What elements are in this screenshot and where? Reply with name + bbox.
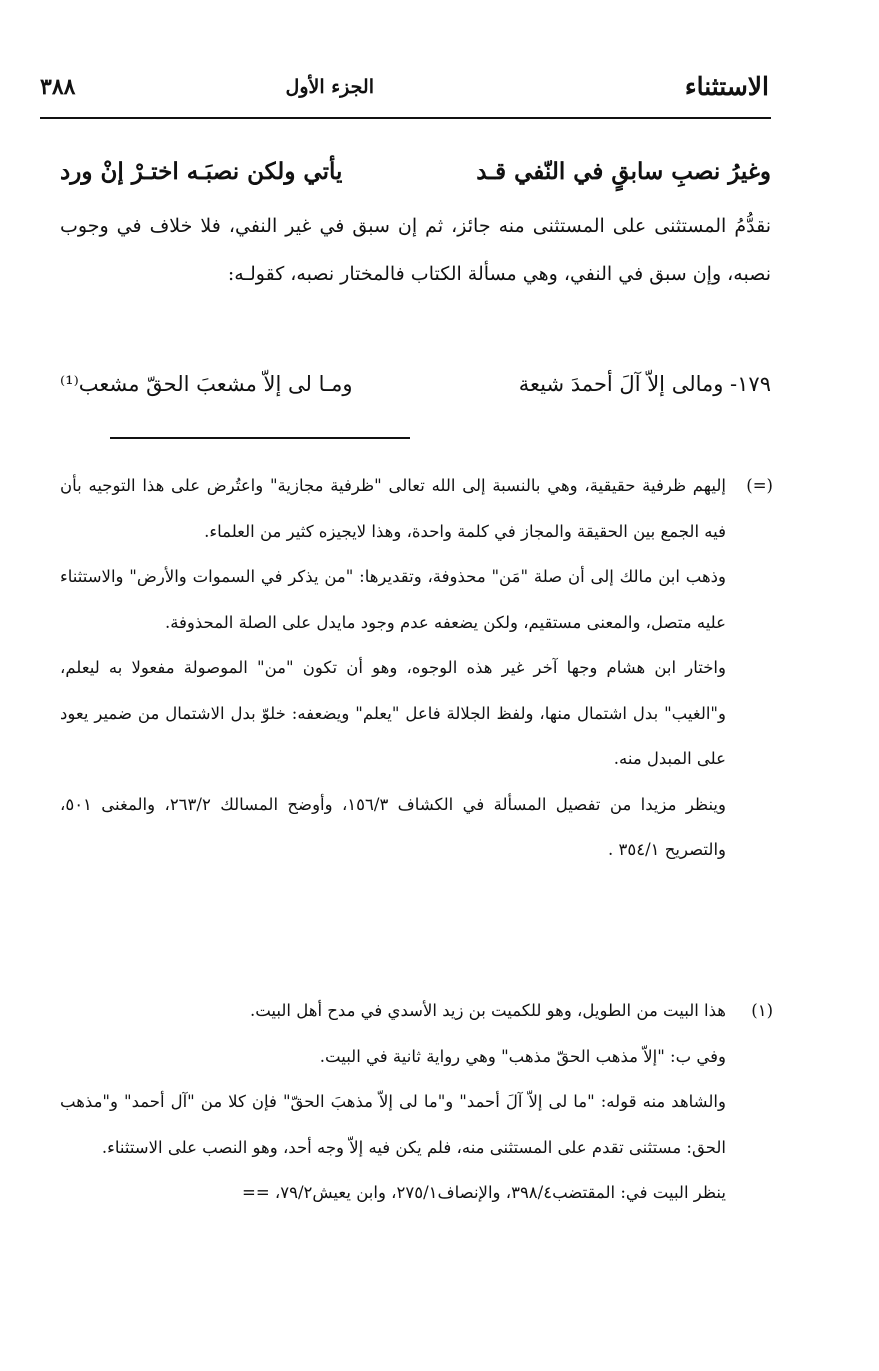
footnote-paragraph: واختار ابن هشام وجها آخر غير هذه الوجوه، وهو أن تكون "من" الموصولة مفعولا به ليعلم، و"الغيب" بدل اشتمال منها، ولفظ الجلالة فاعل "يعلم" ويضعفه: خلوّ بدل الاشتمال من ضمير يعود على المبدل منه.: [60, 658, 726, 768]
footnote-separator: [110, 437, 410, 439]
page-header: [40, 72, 769, 112]
footnote-marker: (=): [746, 476, 773, 495]
footnote-paragraph: والشاهد منه قوله: "ما لى إلاّ آلَ أحمد" و"ما لى إلاّ مذهبَ الحقّ" فإن كلا من "آل أحمد" و"مذهب الحق: مستثنى تقدم على المستثنى منه، فلم يكن فيه إلاّ وجه أحد، وهو النصب على الاستثناء.: [60, 1092, 726, 1157]
footnote-paragraph: إليهم ظرفية حقيقية، وهي بالنسبة إلى الله تعالى "ظرفية مجازية" واعتُرض على هذا التوجيه بأن فيه الجمع بين الحقيقة والمجاز في كلمة واحدة، وهذا لايجيزه كثير من العلماء.: [60, 476, 726, 541]
main-verse: [60, 158, 771, 194]
footnote-paragraph: وينظر مزيدا من تفصيل المسألة في الكشاف ١٥٦/٣، وأوضح المسالك ٢٦٣/٢، والمغنى ٥٠١، والتصريح ٣٥٤/١ .: [60, 794, 726, 859]
page-number: ٣٨٨: [40, 74, 76, 100]
example-first-hemistich: ١٧٩- ومالى إلاّ آلَ أحمدَ شيعة: [518, 372, 771, 396]
commentary-paragraph: نقدُّمُ المستثنى على المستثنى منه جائز، ثم إن سبق في غير النفي، فلا خلاف في وجوب نصبه، وإن سبق في النفي، وهي مسألة الكتاب فالمختار نصبه، كقولـه:: [60, 215, 771, 285]
chapter-title: الاستثناء: [684, 72, 769, 101]
footnote-continued: [60, 463, 771, 873]
example-second-hemistich: ومـا لى إلاّ مشعبَ الحقّ مشعب⁽¹⁾: [60, 372, 353, 396]
footnote-paragraph: وذهب ابن مالك إلى أن صلة "مَن" محذوفة، وتقديرها: "من يذكر في السموات والأرض" والاستثناء عليه متصل، والمعنى مستقيم، ولكن يضعفه عدم وجود مايدل على الصلة المحذوفة.: [60, 567, 726, 632]
footnote-marker: (١): [751, 1001, 773, 1020]
part-title: الجزء الأول: [285, 76, 374, 98]
footnote-paragraph: هذا البيت من الطويل، وهو للكميت بن زيد الأسدي في مدح أهل البيت.: [249, 1001, 726, 1020]
footnote-paragraph: ينظر البيت في: المقتضب٣٩٨/٤، والإنصاف٢٧٥/١، وابن يعيش٧٩/٢، ==: [242, 1183, 726, 1202]
verse-first-hemistich: وغيرُ نصبِ سابقٍ في النّفي قـد: [476, 158, 771, 185]
example-verse: [60, 372, 771, 408]
footnote-paragraph: وفي ب: "إلاّ مذهب الحقّ مذهب" وهي رواية ثانية في البيت.: [319, 1046, 726, 1066]
header-rule: [40, 117, 771, 119]
footnote-1: [60, 988, 771, 1216]
verse-second-hemistich: يأتي ولكن نصبَـه اختـرْ إنْ ورد: [60, 158, 343, 185]
